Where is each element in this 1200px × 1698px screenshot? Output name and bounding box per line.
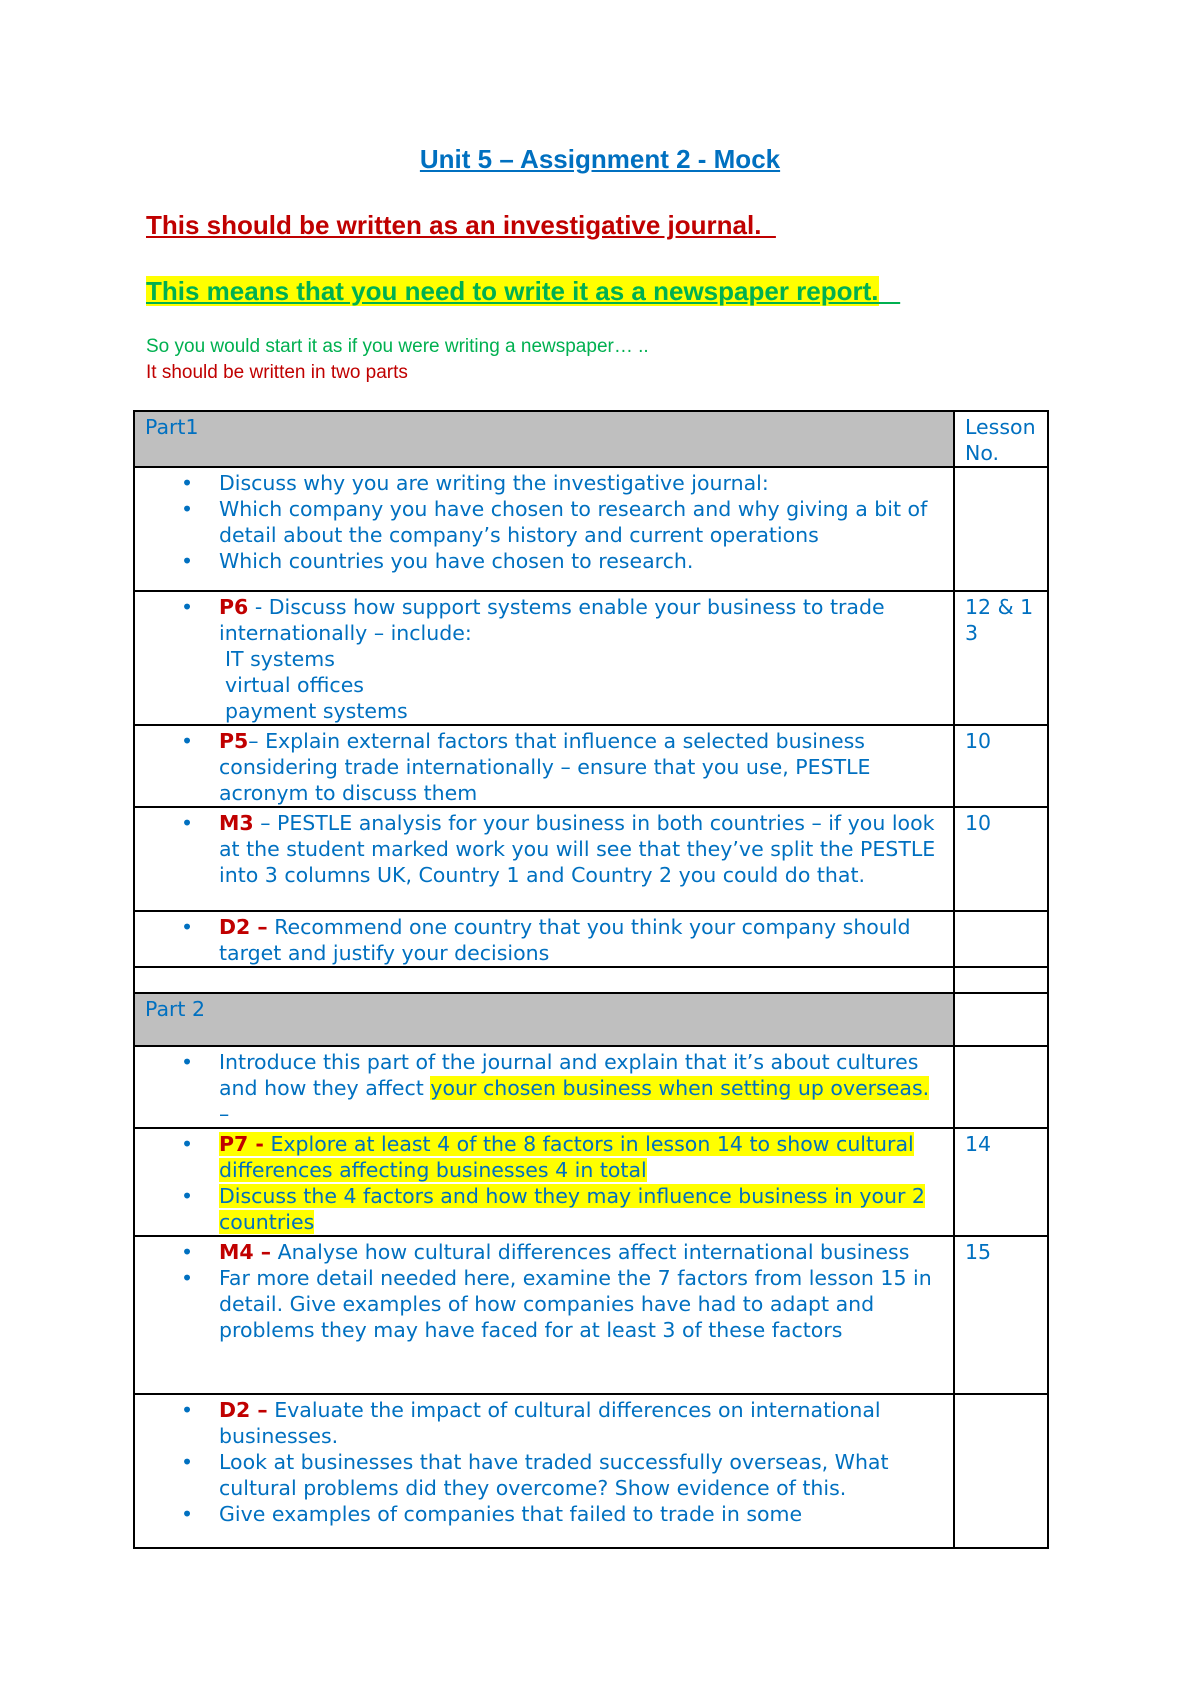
task-list	[145, 594, 943, 646]
table-row	[134, 467, 1048, 591]
task-cell	[134, 911, 954, 967]
intro-line-newspaper: So you would start it as if you were writing a newspaper… ..	[146, 336, 649, 357]
criterion-text: Recommend one country that you think your company should target and justify your decisions	[219, 915, 911, 965]
criterion-text: Analyse how cultural differences affect international business	[271, 1240, 910, 1264]
journal-instruction-heading: This should be written as an investigative journal.	[146, 210, 776, 240]
task-cell	[134, 807, 954, 911]
table-row	[134, 807, 1048, 911]
list-item	[219, 1131, 943, 1183]
list-item: • Discuss why you are writing the investigative journal:	[219, 470, 943, 496]
task-cell	[134, 467, 954, 591]
task-list	[145, 728, 943, 806]
criterion-code: D2 –	[219, 915, 268, 939]
task-cell	[134, 1394, 954, 1548]
lesson-cell	[954, 1394, 1048, 1548]
task-text-tail: –	[219, 1102, 230, 1126]
task-list	[145, 1239, 943, 1343]
list-item	[219, 810, 943, 888]
list-item	[219, 594, 943, 646]
criterion-code: P5	[219, 729, 249, 753]
list-item	[219, 914, 943, 966]
list-item	[219, 1183, 943, 1235]
lesson-cell: 10	[954, 725, 1048, 807]
table-row	[134, 1236, 1048, 1394]
table-row	[134, 911, 1048, 967]
sub-item: payment systems	[225, 699, 408, 723]
lesson-cell: 10	[954, 807, 1048, 911]
table-row	[134, 993, 1048, 1046]
criterion-text: Evaluate the impact of cultural differences on international businesses.	[219, 1398, 881, 1448]
task-list	[145, 1397, 943, 1527]
newspaper-instruction-heading	[146, 276, 900, 307]
task-cell	[134, 1236, 954, 1394]
assignment-plan-table	[133, 410, 1049, 1549]
spacer-cell	[954, 967, 1048, 993]
highlighted-text: your chosen business when setting up overseas.	[430, 1076, 930, 1100]
table-row	[134, 725, 1048, 807]
criterion-code: P6	[219, 595, 249, 619]
lesson-cell	[954, 1046, 1048, 1128]
spacer-cell	[134, 967, 954, 993]
task-list	[145, 1131, 943, 1235]
criterion-code: M4 –	[219, 1240, 272, 1264]
table-row-spacer	[134, 967, 1048, 993]
criterion-code: P7 -	[219, 1132, 264, 1156]
task-text: Introduce this part of the journal and explain that it’s about cultures and how they affect	[219, 1050, 919, 1100]
list-item: • Give examples of companies that failed to trade in some	[219, 1501, 943, 1527]
table-row	[134, 1394, 1048, 1548]
task-cell	[134, 591, 954, 725]
task-cell	[134, 725, 954, 807]
criterion-text: – Explain external factors that influence a selected business considering trade internationally – ensure that you use, PESTLE acronym to discuss them	[219, 729, 871, 805]
criterion-code: M3	[219, 811, 254, 835]
list-item: • Look at businesses that have traded successfully overseas, What cultural problems did they overcome? Show evidence of this.	[219, 1449, 943, 1501]
lesson-cell	[954, 467, 1048, 591]
list-item	[219, 1049, 943, 1127]
lesson-cell	[954, 993, 1048, 1046]
lesson-cell	[954, 911, 1048, 967]
table-row	[134, 1046, 1048, 1128]
list-item: • Far more detail needed here, examine the 7 factors from lesson 15 in detail. Give examples of how companies have had to adapt and problems they may have faced for at least 3 of these factors	[219, 1265, 943, 1343]
intro-line-two-parts: It should be written in two parts	[146, 362, 408, 383]
lesson-cell: 15	[954, 1236, 1048, 1394]
criterion-code: D2 –	[219, 1398, 268, 1422]
task-list	[145, 1049, 943, 1127]
lesson-number-header: Lesson No.	[954, 411, 1048, 467]
list-item	[219, 1397, 943, 1449]
criterion-text: Explore at least 4 of the 8 factors in lesson 14 to show cultural differences affecting businesses 4 in total	[219, 1132, 914, 1182]
task-cell	[134, 1128, 954, 1236]
newspaper-instruction-text: This means that you need to write it as a newspaper report.	[146, 276, 879, 306]
newspaper-instruction-tail	[879, 276, 901, 306]
task-list	[145, 810, 943, 888]
table-row	[134, 1128, 1048, 1236]
criterion-text: - Discuss how support systems enable your business to trade internationally – include:	[219, 595, 885, 645]
part1-header: Part1	[134, 411, 954, 467]
criterion-text: Discuss the 4 factors and how they may influence business in your 2 countries	[219, 1184, 925, 1234]
sub-item: IT systems	[225, 647, 335, 671]
table-row	[134, 591, 1048, 725]
list-item	[219, 728, 943, 806]
list-item: • Which company you have chosen to research and why giving a bit of detail about the company’s history and current operations	[219, 496, 943, 548]
sub-item: virtual offices	[225, 673, 364, 697]
lesson-cell: 12 & 13	[954, 591, 1048, 725]
part2-header: Part 2	[134, 993, 954, 1046]
page-title: Unit 5 – Assignment 2 - Mock	[419, 144, 781, 174]
lesson-cell: 14	[954, 1128, 1048, 1236]
list-item: • Which countries you have chosen to research.	[219, 548, 943, 574]
task-list	[145, 914, 943, 966]
table-row	[134, 411, 1048, 467]
task-cell	[134, 1046, 954, 1128]
criterion-text: – PESTLE analysis for your business in both countries – if you look at the student marked work you will see that they’ve split the PESTLE into 3 columns UK, Country 1 and Country 2 you could do that.	[219, 811, 936, 887]
task-list	[145, 470, 943, 574]
list-item	[219, 1239, 943, 1265]
